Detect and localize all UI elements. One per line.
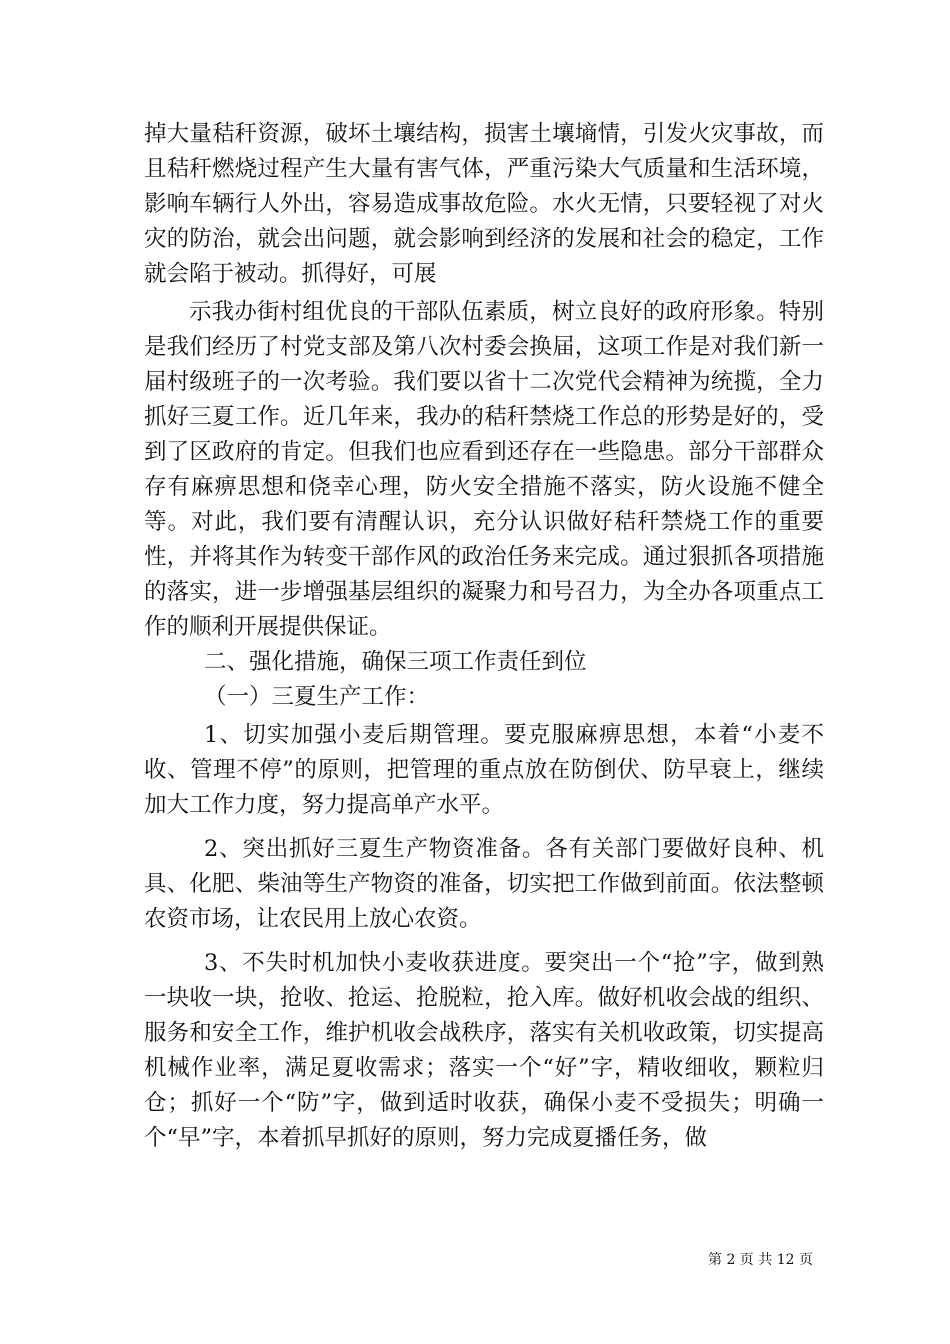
- section-heading: 二、强化措施，确保三项工作责任到位: [204, 649, 587, 675]
- document-body: [144, 117, 824, 1156]
- paragraph-item-2: 2、突出抓好三夏生产物资准备。各有关部门要做好良种、机具、化肥、柴油等生产物资的准备，切实把工作做到前面。依法整顿农资市场，让农民用上放心农资。: [144, 836, 824, 932]
- paragraph-item-1: 1、切实加强小麦后期管理。要克服麻痹思想，本着“小麦不收、管理不停”的原则，把管理的重点放在防倒伏、防早衰上，继续加大工作力度，努力提高单产水平。: [144, 722, 824, 818]
- paragraph-continuation: 掉大量秸秆资源，破坏土壤结构，损害土壤墒情，引发火灾事故，而且秸秆燃烧过程产生大量有害气体，严重污染大气质量和生活环境，影响车辆行人外出，容易造成事故危险。水火无情，只要轻视了对火灾的防治，就会出问题，就会影响到经济的发展和社会的稳定，工作就会陷于被动。抓得好，可展: [144, 121, 824, 287]
- paragraph-situation: 示我办街村组优良的干部队伍素质，树立良好的政府形象。特别是我们经历了村党支部及第八次村委会换届，这项工作是对我们新一届村级班子的一次考验。我们要以省十二次党代会精神为统揽，全力抓好三夏工作。近几年来，我办的秸秆禁烧工作总的形势是好的，受到了区政府的肯定。但我们也应看到还存在一些隐患。部分干部群众存有麻痹思想和侥幸心理，防火安全措施不落实，防火设施不健全等。对此，我们要有清醒认识，充分认识做好秸秆禁烧工作的重要性，并将其作为转变干部作风的政治任务来完成。通过狠抓各项措施的落实，进一步增强基层组织的凝聚力和号召力，为全办各项重点工作的顺利开展提供保证。: [144, 299, 824, 640]
- subsection-heading: （一）三夏生产工作：: [204, 684, 430, 710]
- page-number-footer: 第 2 页 共 12 页: [708, 1252, 813, 1268]
- paragraph-item-3: 3、不失时机加快小麦收获进度。要突出一个“抢”字，做到熟一块收一块，抢收、抢运、抢脱粒，抢入库。做好机收会战的组织、服务和安全工作，维护机收会战秩序，落实有关机收政策，切实提高机械作业率，满足夏收需求；落实一个“好”字，精收细收，颗粒归仓；抓好一个“防”字，做到适时收获，确保小麦不受损失；明确一个“早”字，本着抓早抓好的原则，努力完成夏播任务，做: [144, 950, 824, 1151]
